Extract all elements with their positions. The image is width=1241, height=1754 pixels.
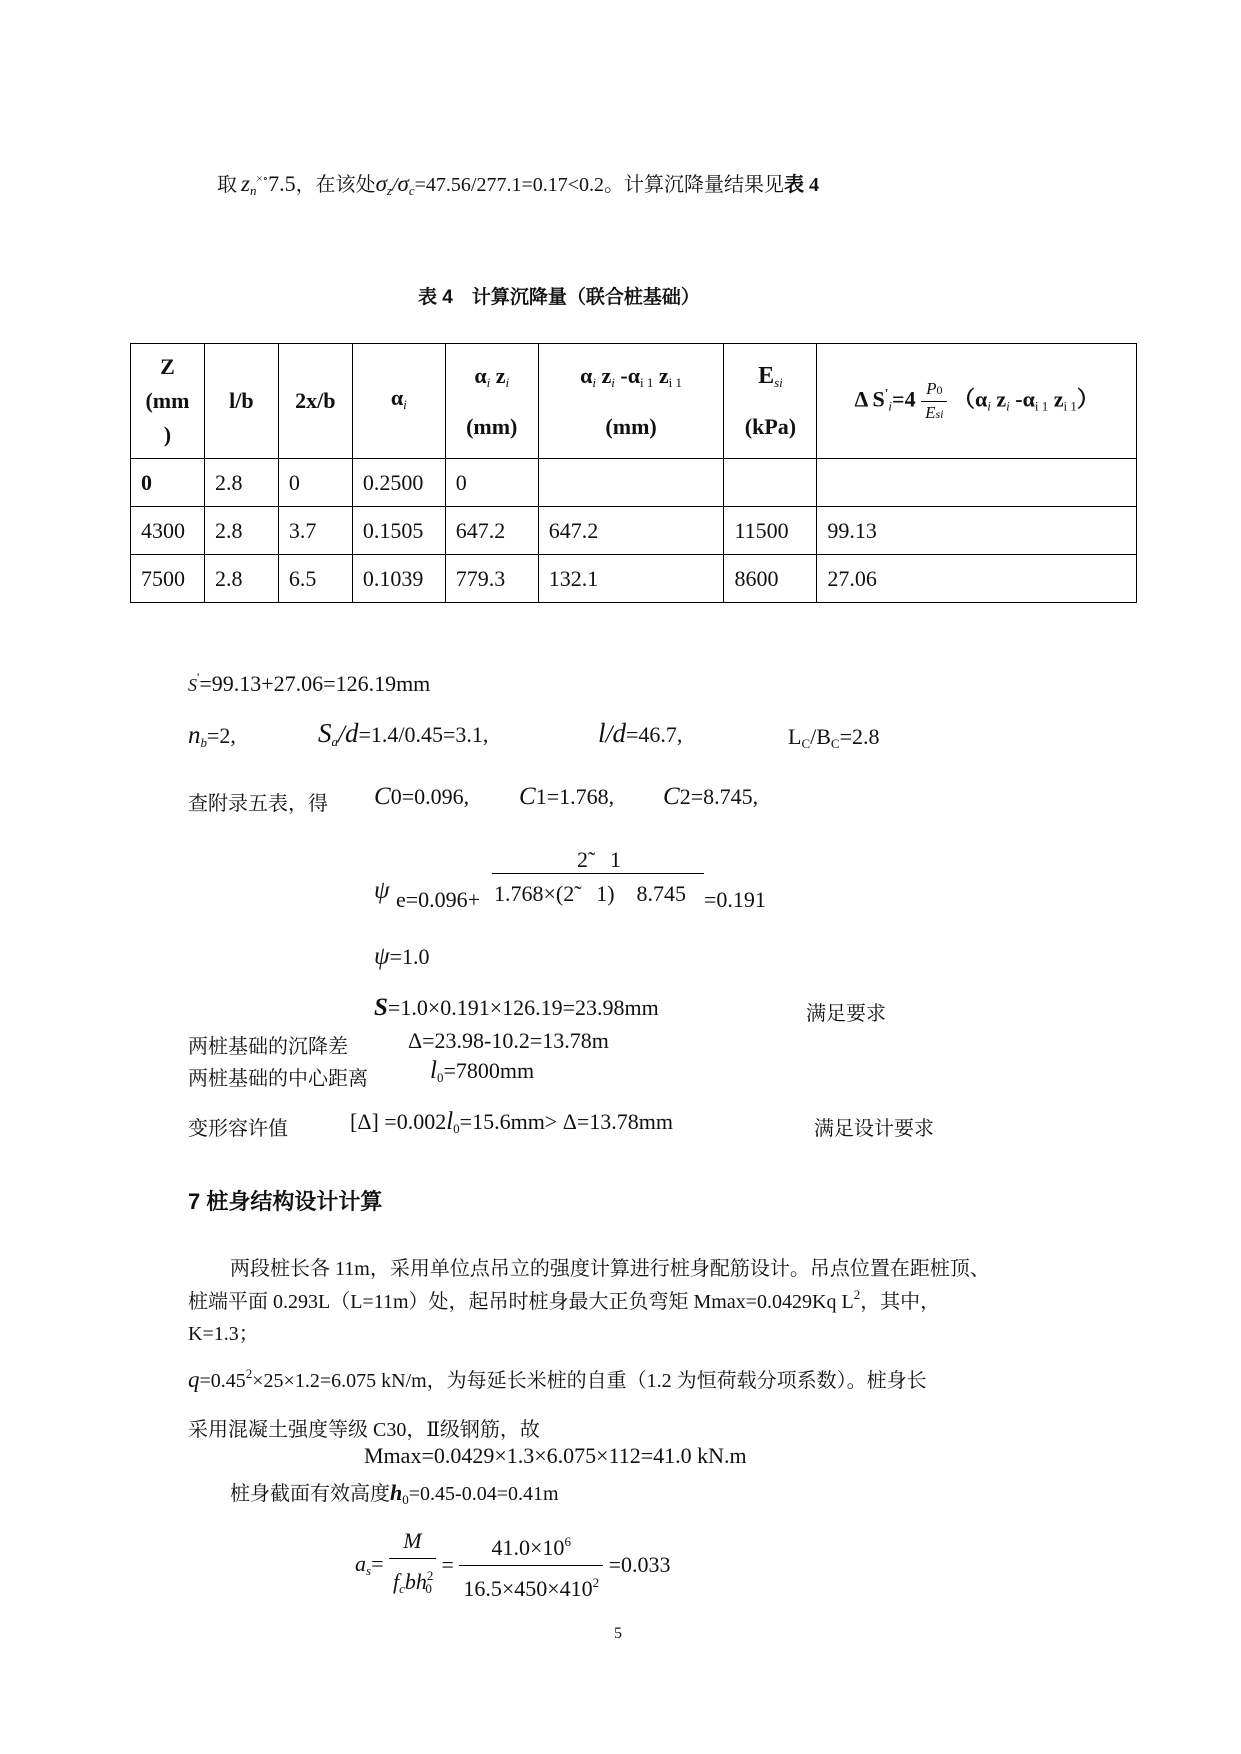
section-7-para-line3: K=1.3；: [188, 1323, 259, 1345]
header-es: $E_{si}$ (kPa): [724, 344, 817, 459]
section-7-title: 7 桩身结构设计计算: [188, 1189, 383, 1214]
psi-e-line: ψ: [374, 877, 390, 904]
c0-value: C0=0.096,: [374, 783, 470, 810]
dist-label: 两桩基础的中心距离: [188, 1068, 368, 1090]
dist-value: $l_0=7800mm$: [430, 1057, 535, 1085]
psi-line: ψ=1.0: [374, 943, 430, 970]
header-alpha-diff: $\alpha_i$ $z_i$ $-\alpha_{i 1}$ $z_{i 1}$ (mm): [538, 344, 724, 459]
s-ok-text: 满足要求: [806, 1003, 886, 1025]
table-row: 4300 2.8 3.7 0.1505 647.2 647.2 11500 99.13: [131, 507, 1137, 555]
header-delta-s: Δ $S'_i=4$ $\frac{P0}{\text{Esi}}$ （$\alpha_i$ $z_i$ $-\alpha_{i 1}$ $z_{i 1}$）: [817, 344, 1137, 459]
psi-fraction-bar: [492, 873, 704, 874]
psi-numerator: 2̃ 1: [577, 847, 622, 872]
diff-label: 两桩基础的沉降差: [188, 1036, 348, 1058]
table5-label: 查附录五表，得: [188, 793, 328, 815]
concrete-line: 采用混凝土强度等级 C30，Ⅱ级钢筋，故: [188, 1419, 540, 1441]
section-7-para-line1: 两段桩长各 11m，采用单位点吊立的强度计算进行桩身配筋设计。吊点位置在距桩顶、: [230, 1258, 990, 1280]
psi-e-prefix: e=0.096+: [396, 887, 481, 912]
header-lb: l/b: [204, 344, 278, 459]
psi-denominator: 1.768×(2̃ 1) 8.745: [494, 881, 687, 906]
table-row: 7500 2.8 6.5 0.1039 779.3 132.1 8600 27.06: [131, 555, 1137, 603]
section-7-para-line2: 桩端平面 0.293L（L=11m）处，起吊时桩身最大正负弯矩 Mmax=0.0429Kq $L^2$，其中，: [188, 1287, 941, 1313]
page-number: 5: [614, 1625, 622, 1642]
as-formula: $a_s=$ $\frac{M}{f_cbh^2_0}$ = $\frac{41.0\times 10^6}{16.5\times 450\times 410^2}$ =0.033: [355, 1524, 671, 1606]
allow-ok-text: 满足设计要求: [814, 1118, 934, 1140]
s-prime-line: S'=99.13+27.06=126.19mm: [188, 670, 431, 696]
diff-value: Δ=23.98-10.2=13.78m: [408, 1028, 609, 1053]
s-line: S=1.0×0.191×126.19=23.98mm: [374, 994, 659, 1021]
c2-value: C2=8.745,: [663, 783, 759, 810]
allow-value: $[\Delta] =0.002l_0=15.6mm> \Delta=13.78mm$: [350, 1108, 673, 1136]
sa-d-line: $S_a/d=1.4/0.45=3.1$,: [318, 718, 489, 749]
table-row: 0 2.8 0 0.2500 0: [131, 459, 1137, 507]
c1-value: C1=1.768,: [519, 783, 615, 810]
header-2xb: 2x/b: [278, 344, 352, 459]
header-alpha-z: $\alpha_i$ $z_i$ (mm): [445, 344, 538, 459]
nb-line: $n_b=2$,: [188, 722, 236, 750]
psi-e-value: =0.191: [704, 887, 766, 912]
header-alpha: $\alpha_i$: [352, 344, 445, 459]
table-caption: 表 4 计算沉降量（联合桩基础）: [418, 287, 700, 308]
mmax-line: Mmax=0.0429×1.3×6.075×112=41.0 kN.m: [364, 1443, 747, 1468]
allow-label: 变形容许值: [188, 1118, 288, 1140]
lc-bc-line: $L_C/B_C=2.8$: [788, 724, 880, 751]
header-z: Z (mm ): [131, 344, 205, 459]
intro-line: 取 $z_n^{\times\circ}7.5$，在该处$\sigma_z/\sigma_c=47.56/277.1=0.17<0.2$。计算沉降量结果见表 4: [217, 171, 820, 198]
q-line: $q=0.45^2\times 25\times 1.2=6.075$ kN/m，为每延长米桩的自重（1.2 为恒荷载分项系数）。桩身长: [188, 1366, 927, 1392]
table-header-row: [131, 344, 1137, 459]
settlement-table: [130, 343, 1137, 603]
l-d-line: l/d=46.7,: [598, 718, 683, 748]
h0-line: 桩身截面有效高度$h_0=0.45-0.04=0.41m$: [230, 1480, 559, 1507]
